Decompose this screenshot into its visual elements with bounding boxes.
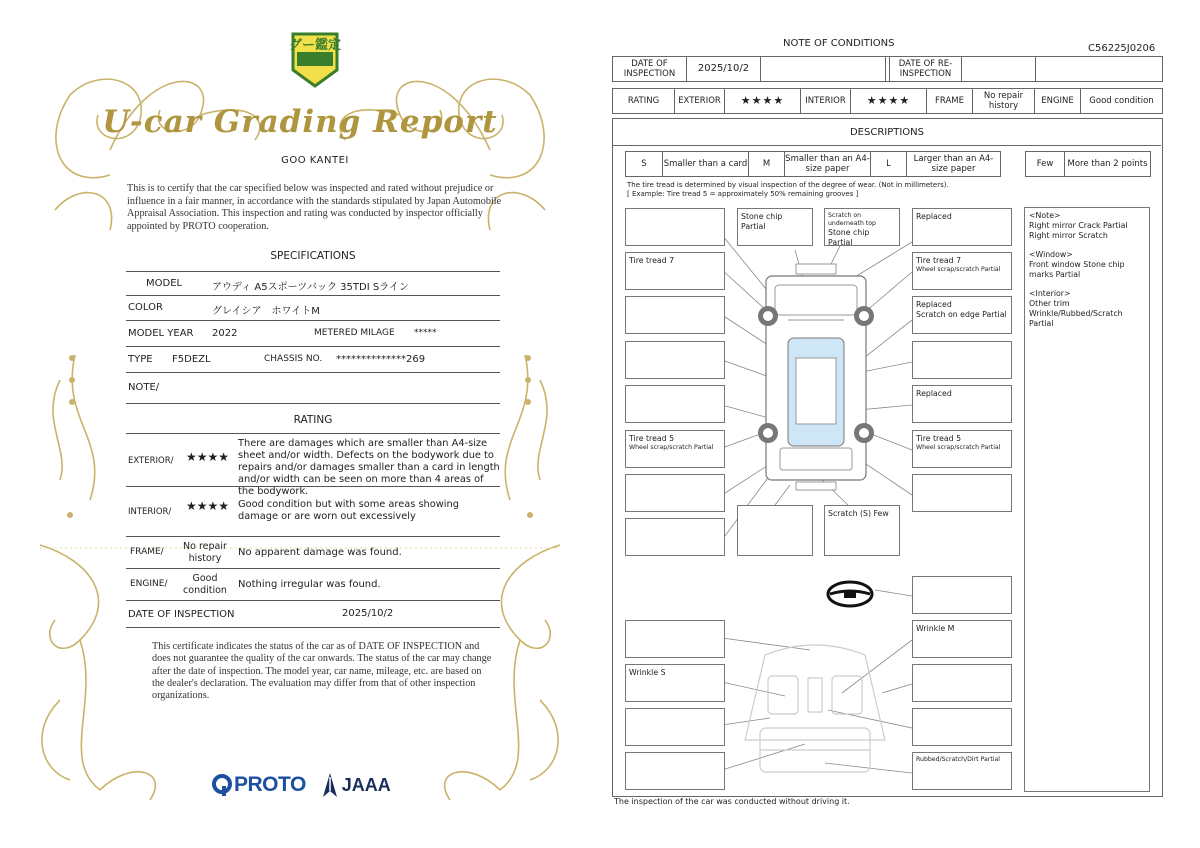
window-item-1: Front window Stone chip marks Partial — [1029, 260, 1125, 279]
condition-box-dashboard[interactable] — [625, 620, 725, 658]
note-item-2: Right mirror Scratch — [1029, 231, 1108, 240]
interior-group — [1029, 289, 1145, 329]
noc-code: C56225J0206 — [1088, 43, 1156, 54]
color-value: グレイシア ホワイトM — [212, 306, 320, 317]
mileage-label: METERED MILAGE — [314, 328, 395, 338]
jaaa-logo-mark-icon — [322, 772, 338, 798]
interior-label: INTERIOR — [801, 89, 851, 114]
frame-label: FRAME/ — [130, 547, 164, 557]
condition-box-front-seat-right[interactable] — [912, 620, 1012, 658]
engine-value: Good condition — [1081, 89, 1163, 114]
note-of-conditions — [600, 0, 1200, 848]
note-title: <Note> — [1029, 211, 1061, 220]
date-value: 2025/10/2 — [342, 608, 394, 619]
condition-box-right-front-door[interactable] — [912, 341, 1012, 379]
window-group — [1029, 250, 1145, 280]
window-title: <Window> — [1029, 250, 1073, 259]
color-label: COLOR — [128, 302, 163, 313]
condition-box-center-console[interactable] — [625, 708, 725, 746]
condition-box-tire-front-right[interactable] — [912, 252, 1012, 290]
tire-note — [627, 181, 949, 199]
wrinkle-s-label: Wrinkle S — [629, 668, 666, 677]
frame-description: No apparent damage was found. — [238, 547, 402, 558]
jaaa-logo-text: JAAA — [341, 774, 391, 795]
model-year-label: MODEL YEAR — [128, 328, 194, 339]
rating-row-interior — [126, 487, 500, 537]
condition-box-tire-rear-right[interactable] — [912, 430, 1012, 468]
interior-item-1: Other trim — [1029, 299, 1070, 308]
rating-row-exterior — [126, 433, 500, 497]
replaced-2-sub: Scratch on edge Partial — [916, 310, 1007, 319]
type-label: TYPE — [128, 354, 153, 365]
certificate-title: U-car Grading Report — [102, 104, 498, 140]
model-year-value: 2022 — [212, 328, 238, 339]
interior-description: Good condition but with some areas showing damage or are worn out excessively — [238, 499, 459, 522]
rubbed-label: Rubbed/Scratch/Dirt Partial — [916, 756, 1000, 763]
descriptions-title: DESCRIPTIONS — [613, 119, 1161, 146]
noc-title: NOTE OF CONDITIONS — [783, 38, 895, 49]
condition-box-rear-bumper[interactable] — [824, 505, 900, 556]
interior-item-2: Wrinkle/Rubbed/Scratch Partial — [1029, 309, 1123, 328]
condition-box-front-bumper[interactable] — [737, 208, 813, 246]
exterior-stars: ★★★★ — [186, 450, 230, 464]
scratch-underneath-label: Scratch on underneath top — [828, 212, 876, 227]
rating-row-date — [126, 601, 500, 628]
stone-chip-label: Stone chip Partial — [741, 212, 783, 231]
condition-box-front-left[interactable] — [625, 208, 725, 246]
legend-s: S — [641, 159, 647, 169]
jaaa-logo — [322, 772, 391, 798]
model-value: アウディ A5スポーツバック 35TDI Sライン — [212, 282, 409, 293]
spec-row-type — [126, 347, 500, 373]
condition-box-left-rear-door[interactable] — [625, 385, 725, 423]
engine-label: ENGINE/ — [130, 579, 168, 589]
wrinkle-m-label: Wrinkle M — [916, 624, 955, 633]
spec-row-color — [126, 296, 500, 321]
frame-label: FRAME — [927, 89, 973, 114]
condition-box-front-seat-left[interactable] — [625, 664, 725, 702]
rating-label: RATING — [613, 89, 675, 114]
condition-box-tire-rear-left[interactable] — [625, 430, 725, 468]
date-of-inspection-label: DATE OF INSPECTION — [613, 57, 687, 82]
condition-box-front-right[interactable] — [912, 208, 1012, 246]
tire-note-example: [ Example: Tire tread 5 = approximately 50% remaining grooves ] — [627, 190, 859, 198]
legend-m: M — [748, 152, 784, 176]
proto-logo — [212, 773, 306, 797]
condition-box-right-rear-door[interactable] — [912, 385, 1012, 423]
condition-box-rear-seat-left[interactable] — [625, 752, 725, 790]
frame-value: No repair history — [183, 541, 227, 564]
condition-box-rear-left[interactable] — [625, 518, 725, 556]
condition-box-hood[interactable] — [824, 208, 900, 246]
rating-row-frame — [126, 537, 500, 569]
inspection-date-table — [612, 56, 1163, 82]
tire-fl-label: Tire tread 7 — [629, 256, 675, 265]
scratch-few-label: Scratch (S) Few — [828, 509, 889, 518]
size-legend — [625, 151, 1001, 177]
note-group — [1029, 211, 1145, 241]
inspection-disclaimer: The inspection of the car was conducted without driving it. — [614, 797, 850, 806]
condition-box-tire-front-left[interactable] — [625, 252, 725, 290]
few-legend — [1025, 151, 1151, 177]
spec-row-model — [126, 271, 500, 296]
condition-box-rear-seat[interactable] — [912, 752, 1012, 790]
engine-value: Good condition — [183, 573, 227, 596]
tire-rr-label: Tire tread 5 — [916, 434, 962, 443]
mileage-value: ***** — [414, 328, 437, 338]
exterior-label: EXTERIOR/ — [128, 456, 174, 466]
condition-box-left-quarter[interactable] — [625, 474, 725, 512]
tire-note-text: The tire tread is determined by visual inspection of the degree of wear. (Not in millimeters). — [627, 181, 949, 189]
certificate-intro: This is to certify that the car specified below was inspected and rated without prejudice or influence in a fair manner, in accordance with the standards stipulated by Japan Automobile Appraisal Association. This inspection and rating was conducted by inspector officially appointed by PROTO cooperation. — [127, 183, 502, 232]
legend-s-desc: Smaller than a card — [662, 152, 748, 176]
type-value: F5DEZL — [172, 354, 211, 365]
proto-logo-mark-icon — [212, 774, 232, 796]
chassis-value: **************269 — [336, 354, 426, 365]
condition-box-trunk[interactable] — [737, 505, 813, 556]
proto-logo-text: PROTO — [234, 773, 306, 796]
frame-value: No repair history — [973, 89, 1035, 114]
model-label: MODEL — [146, 278, 183, 289]
footer-logos — [212, 768, 391, 802]
legend-few-desc: More than 2 points — [1064, 152, 1150, 176]
legend-m-desc: Smaller than an A4-size paper — [785, 154, 870, 174]
interior-stars: ★★★★ — [851, 89, 927, 114]
goo-kantei-badge-icon — [287, 30, 343, 90]
date-of-inspection-value: 2025/10/2 — [687, 57, 761, 82]
legend-l: L — [870, 152, 906, 176]
condition-box-door-trim-right[interactable] — [912, 664, 1012, 702]
empty-cell-4 — [1036, 57, 1163, 82]
rating-row-engine — [126, 569, 500, 601]
empty-cell-1 — [761, 57, 886, 82]
condition-box-steering-wheel[interactable] — [912, 576, 1012, 614]
note-item-1: Right mirror Crack Partial — [1029, 221, 1128, 230]
tire-fr-label: Tire tread 7 — [916, 256, 962, 265]
specifications-title: SPECIFICATIONS — [270, 250, 356, 262]
condition-box-right-fender[interactable] — [912, 296, 1012, 334]
certificate-subtitle: GOO KANTEI — [281, 155, 349, 166]
engine-label: ENGINE — [1035, 89, 1081, 114]
badge-text: グー鑑定 — [288, 38, 342, 53]
interior-label: INTERIOR/ — [128, 507, 172, 517]
date-label: DATE OF INSPECTION — [128, 609, 235, 620]
date-of-reinspection-label: DATE OF RE-INSPECTION — [890, 57, 962, 82]
engine-description: Nothing irregular was found. — [238, 579, 381, 590]
condition-box-left-fender[interactable] — [625, 296, 725, 334]
legend-l-desc: Larger than an A4-size paper — [906, 152, 1000, 176]
exterior-label: EXTERIOR — [675, 89, 725, 114]
stone-chip-label-2: Stone chip Partial — [828, 228, 870, 247]
condition-box-center-panel[interactable] — [912, 708, 1012, 746]
condition-box-right-quarter[interactable] — [912, 474, 1012, 512]
tire-fr-sub: Wheel scrap/scratch Partial — [916, 266, 1001, 273]
spec-row-note — [126, 373, 500, 404]
certificate-footer: This certificate indicates the status of the car as of DATE OF INSPECTION and does not guarantee the quality of the car onwards. The status of the car may change after the date of inspection. The model year, car name, mileage, etc. are based on the dealer's declaration. The evaluation may differ from that of other inspection organizations. — [152, 641, 492, 702]
tire-rr-sub: Wheel scrap/scratch Partial — [916, 444, 1001, 451]
chassis-label: CHASSIS NO. — [264, 354, 323, 364]
replaced-label-2: Replaced — [916, 300, 952, 309]
note-label: NOTE/ — [128, 382, 160, 393]
replaced-label-3: Replaced — [916, 389, 952, 398]
interior-title: <Interior> — [1029, 289, 1071, 298]
spec-row-model-year — [126, 321, 500, 347]
interior-stars: ★★★★ — [186, 499, 230, 513]
replaced-label-1: Replaced — [916, 212, 952, 221]
tire-rl-label: Tire tread 5 — [629, 434, 675, 443]
notes-panel — [1024, 207, 1150, 792]
tire-rl-sub: Wheel scrap/scratch Partial — [629, 444, 714, 451]
exterior-description: There are damages which are smaller than A4-size sheet and/or width. Defects on the bodywork due to repairs and/or damages smaller than a card in length and/or width can be seen on more than 4 areas of the bodywork. — [238, 438, 500, 497]
condition-box-left-front-door[interactable] — [625, 341, 725, 379]
rating-title: RATING — [293, 414, 333, 426]
legend-few: Few — [1036, 159, 1054, 169]
empty-cell-3 — [962, 57, 1036, 82]
exterior-stars: ★★★★ — [725, 89, 801, 114]
rating-table — [612, 88, 1163, 114]
